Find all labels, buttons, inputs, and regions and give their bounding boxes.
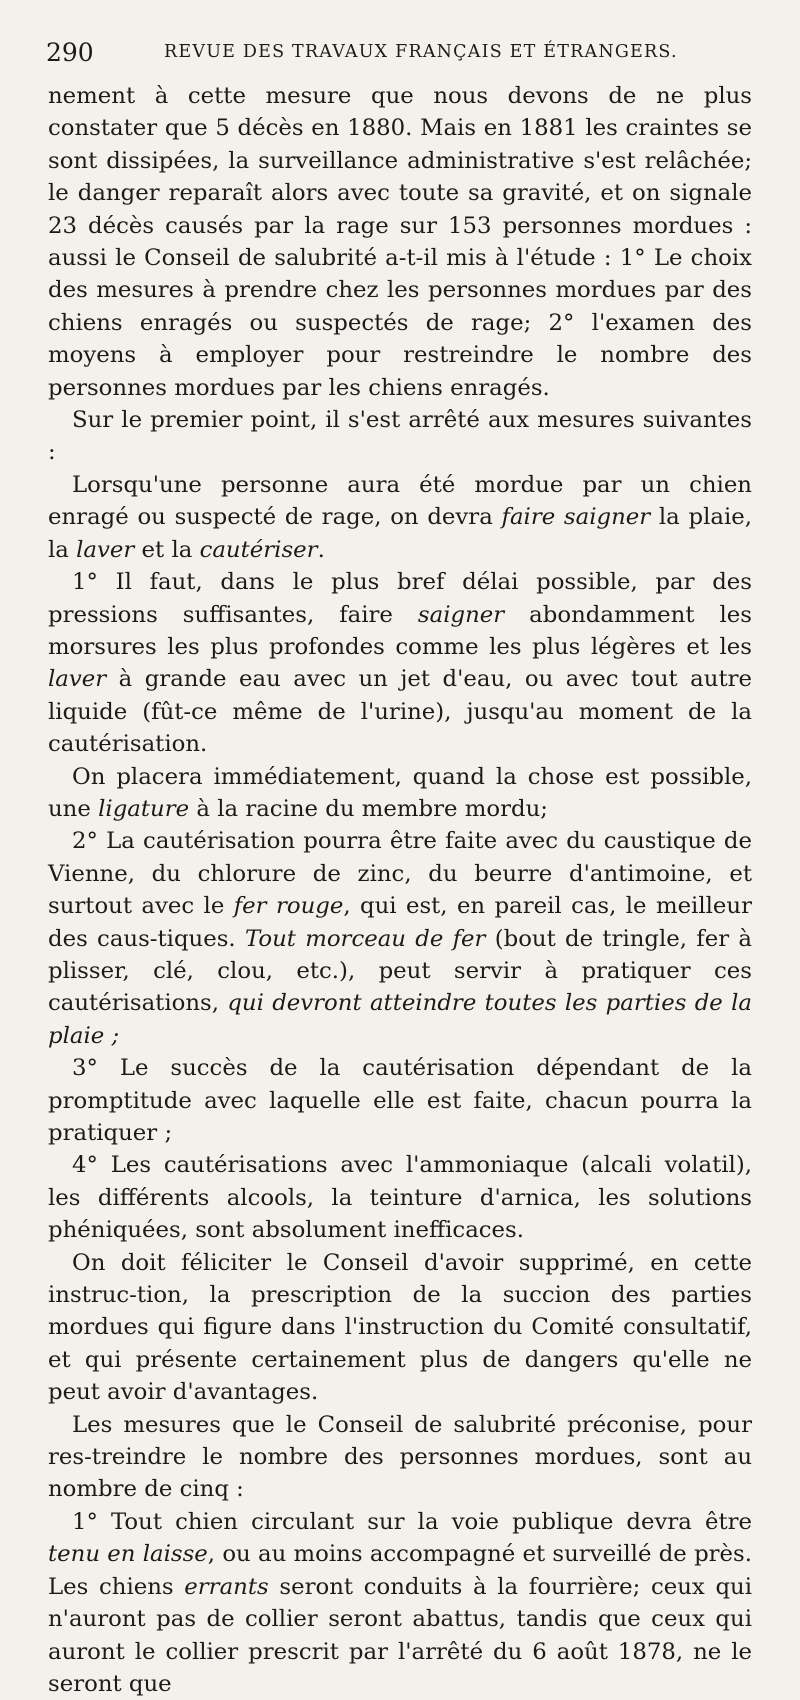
text-run: . <box>317 536 325 563</box>
page-number: 290 <box>46 38 94 67</box>
text-run: abondamment les morsures les plus profondes comme les plus légères et les <box>48 601 752 660</box>
paragraph <box>48 1506 752 1700</box>
italic-text: cautériser <box>199 536 318 563</box>
text-run: à la racine du membre mordu; <box>189 795 548 822</box>
text-run: On placera immédiatement, quand la chose est possible, une <box>48 763 752 822</box>
italic-text: faire saigner <box>501 504 651 531</box>
body-text <box>48 80 752 1700</box>
text-run: et la <box>134 536 200 563</box>
italic-text: qui devront atteindre toutes les parties de la plaie ; <box>48 990 753 1049</box>
text-run: à grande eau avec un jet d'eau, ou avec tout autre liquide (fût-ce même de l'urine), jusqu'au moment de la cautérisation. <box>48 666 752 758</box>
paragraph: 4° Les cautérisations avec l'ammoniaque (alcali volatil), les différents alcools, la teinture d'arnica, les solutions phéniquées, sont absolument inefficaces. <box>48 1152 752 1244</box>
paragraph <box>48 566 752 760</box>
italic-text: saigner <box>417 601 505 628</box>
text-run: Lorsqu'une personne aura été mordue par un chien enragé ou suspecté de rage, on devra <box>48 471 752 531</box>
text-run: (bout de tringle, fer à plisser, clé, clou, etc.), peut servir à pratiquer ces cautérisations, <box>48 925 752 1017</box>
running-title: REVUE DES TRAVAUX FRANÇAIS ET ÉTRANGERS. <box>164 42 678 62</box>
text-run: la plaie, la <box>48 504 752 563</box>
paragraph <box>48 825 752 1052</box>
paragraph <box>48 469 752 566</box>
paragraph: 3° Le succès de la cautérisation dépendant de la promptitude avec laquelle elle est faite, chacun pourra la pratiquer ; <box>48 1055 752 1146</box>
italic-text: Tout morceau de fer <box>244 925 486 952</box>
text-run: 2° La cautérisation pourra être faite avec du caustique de Vienne, du chlorure de zinc, du beurre d'antimoine, et surtout avec le <box>48 828 752 920</box>
paragraph: nement à cette mesure que nous devons de ne plus constater que 5 décès en 1880. Mais en 1881 les craintes se sont dissipées, la surveillance administrative s'est relâchée; le danger reparaît alors avec toute sa gravité, et on signale 23 décès causés par la rage sur 153 personnes mordues : aussi le Conseil de salubrité a-t-il mis à l'étude : 1° Le choix des mesures à prendre chez les personnes mordues par des chiens enragés ou suspectés de rage; 2° l'examen des moyens à employer pour restreindre le nombre des personnes mordues par les chiens enragés. <box>48 83 752 401</box>
text-run: , ou au moins accompagné et surveillé de près. Les chiens <box>48 1541 752 1600</box>
paragraph <box>48 761 752 826</box>
italic-text: laver <box>48 666 107 693</box>
italic-text: laver <box>76 536 135 563</box>
italic-text: fer rouge <box>233 893 344 920</box>
italic-text: tenu en laisse <box>48 1541 208 1568</box>
text-run: , qui est, en pareil cas, le meilleur des caus-tiques. <box>48 893 753 952</box>
paragraph: On doit féliciter le Conseil d'avoir supprimé, en cette instruc-tion, la prescription de la succion des parties mordues qui figure dans l'instruction du Comité consultatif, et qui présente certainement plus de dangers qu'elle ne peut avoir d'avantages. <box>48 1249 752 1406</box>
page-header <box>46 38 746 68</box>
paragraph: Sur le premier point, il s'est arrêté aux mesures suivantes : <box>48 407 752 466</box>
paragraph: Les mesures que le Conseil de salubrité préconise, pour res-treindre le nombre des personnes mordues, sont au nombre de cinq : <box>48 1411 752 1503</box>
text-run: 1° Tout chien circulant sur la voie publique devra être <box>72 1508 752 1535</box>
italic-text: errants <box>184 1573 269 1600</box>
text-run: 1° Il faut, dans le plus bref délai possible, par des pressions suffisantes, faire <box>48 569 752 628</box>
italic-text: ligature <box>98 795 190 822</box>
text-run: seront conduits à la fourrière; ceux qui n'auront pas de collier seront abattus, tandis que ceux qui auront le collier prescrit par l'arrêté du 6 août 1878, ne le seront que <box>48 1573 753 1697</box>
